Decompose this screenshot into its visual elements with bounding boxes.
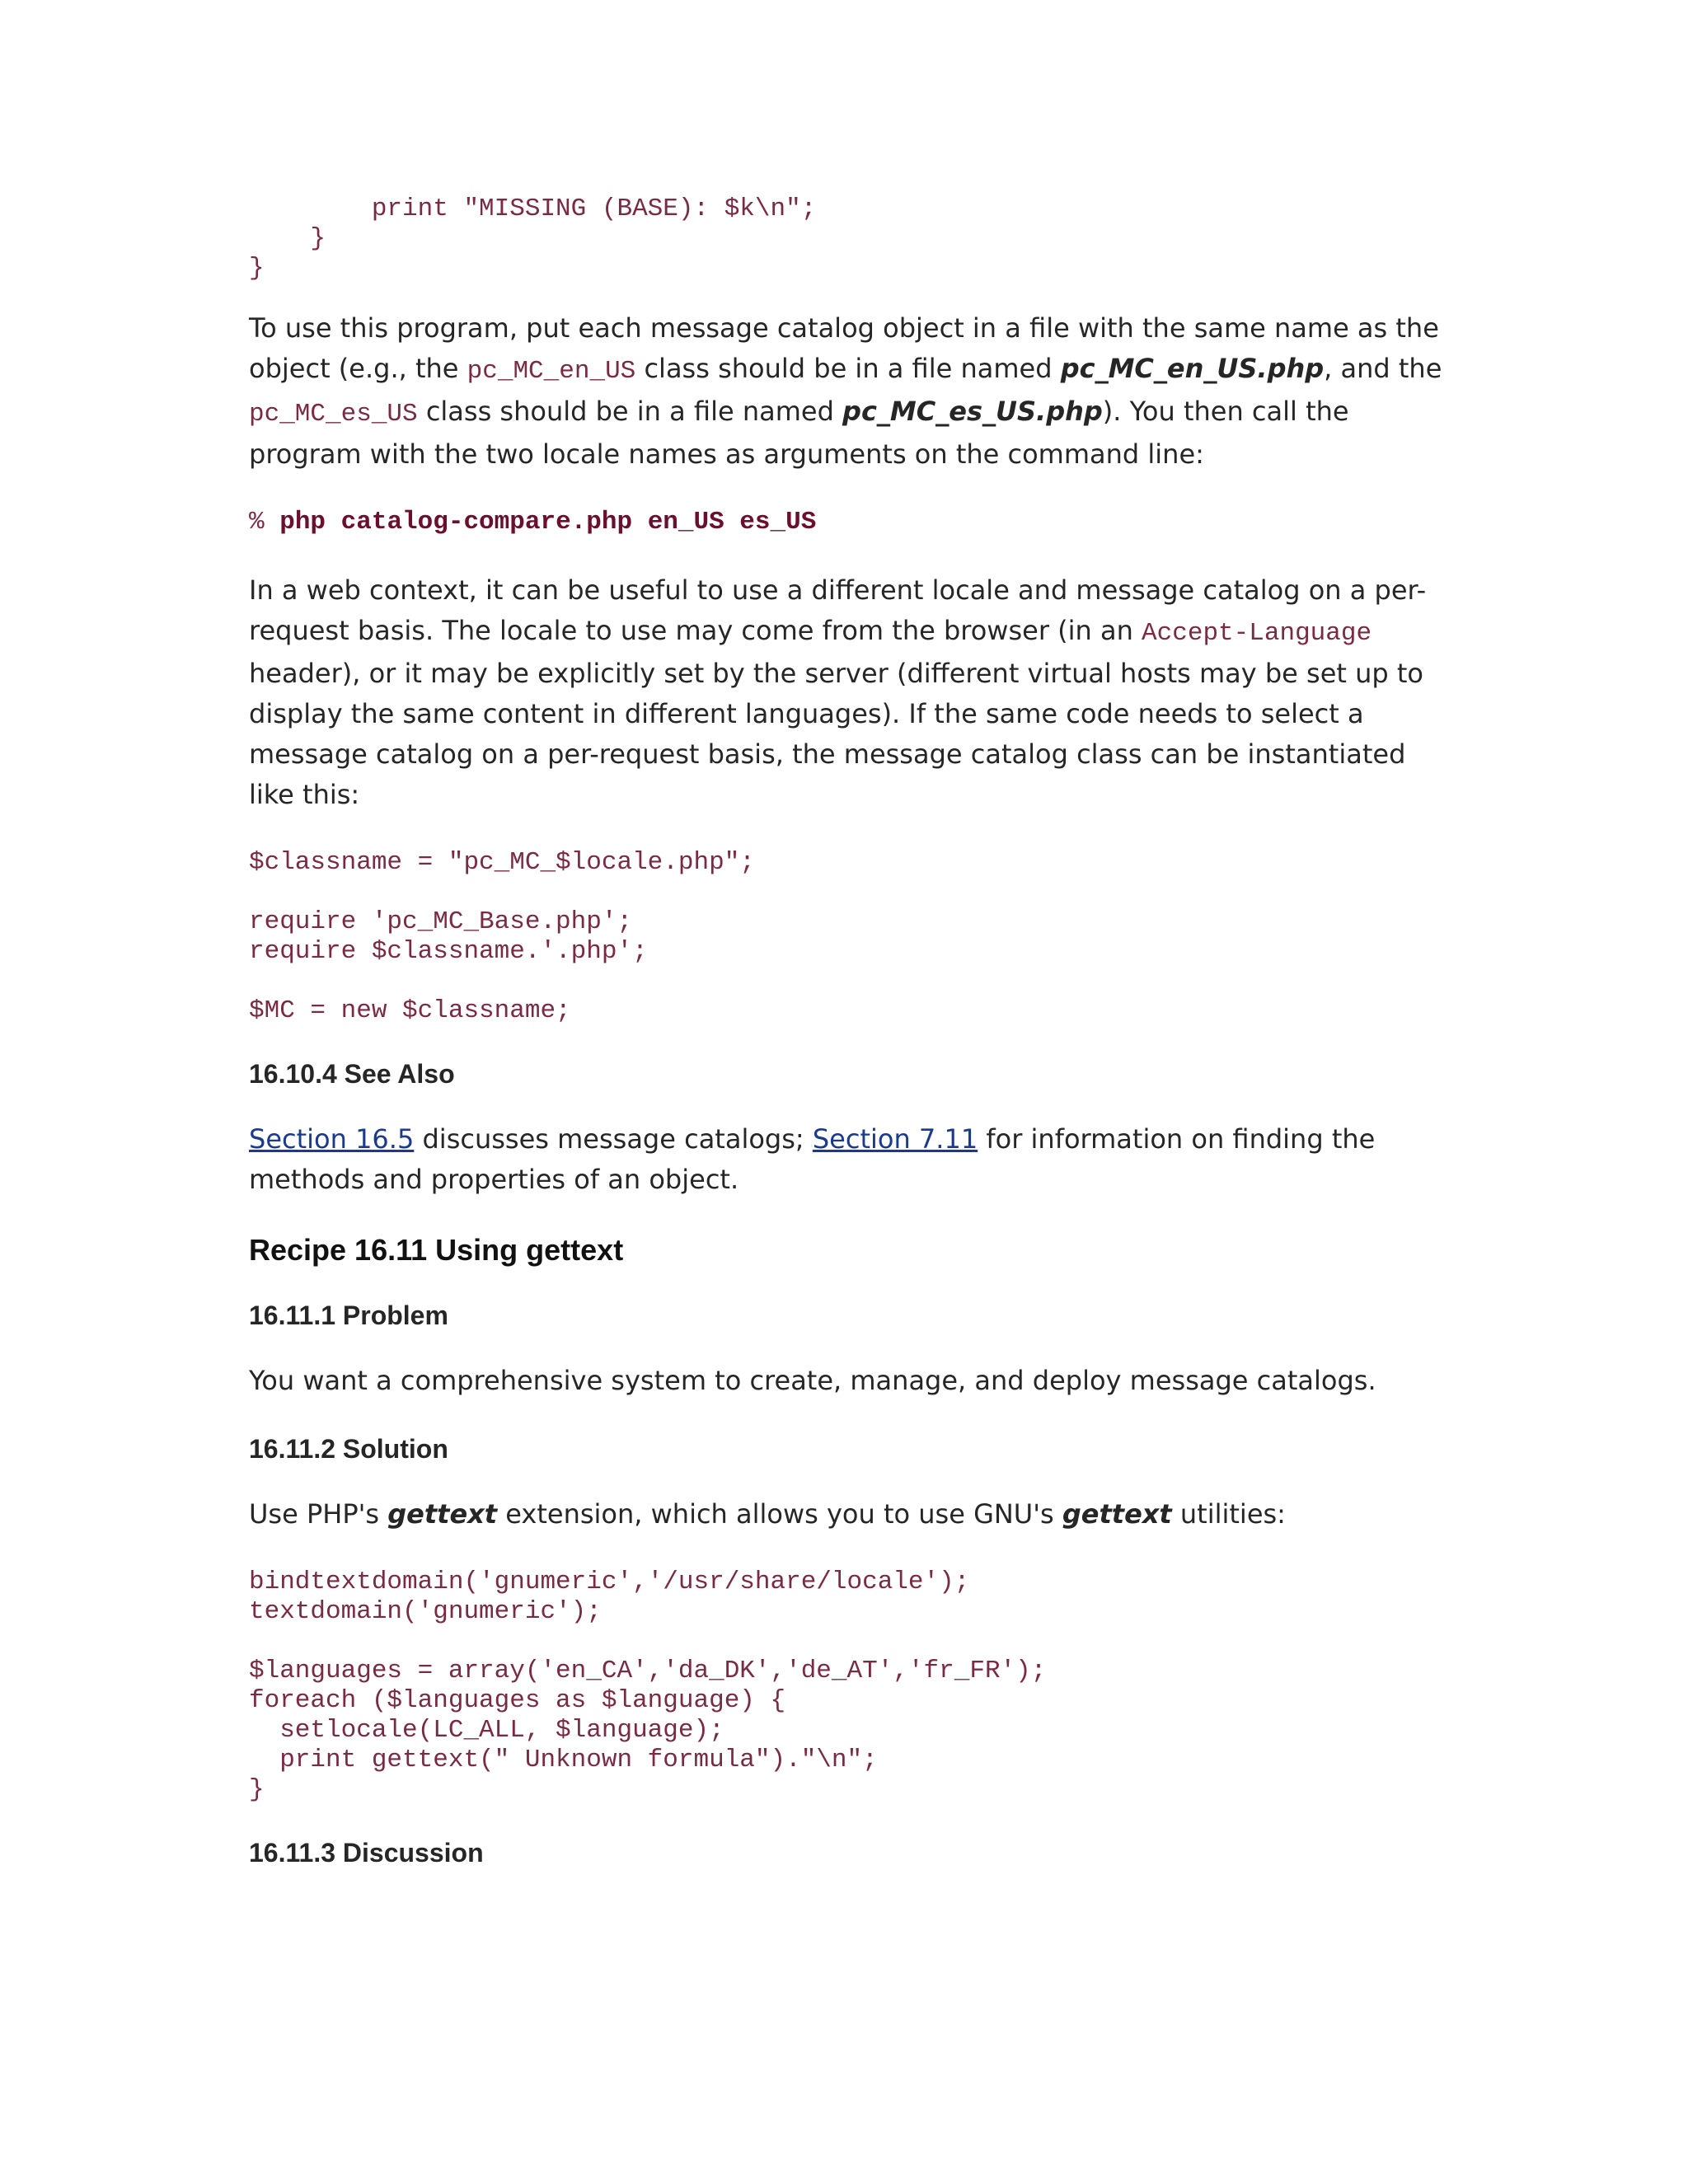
text-run: class should be in a file named	[417, 396, 843, 427]
heading-solution: 16.11.2 Solution	[249, 1434, 448, 1464]
text-run: for information on finding the methods and properties of an object.	[249, 1123, 1376, 1195]
link-section-7-11[interactable]: Section 7.11	[812, 1123, 978, 1155]
paragraph-usage	[249, 308, 1452, 475]
heading-problem: 16.11.1 Problem	[249, 1301, 448, 1330]
heading-see-also: 16.10.4 See Also	[249, 1059, 455, 1089]
code-line: }	[249, 224, 326, 253]
heading-discussion: 16.11.3 Discussion	[249, 1838, 484, 1868]
code-line: print "MISSING (BASE): $k\n";	[249, 194, 817, 223]
code-block-classname: $classname = "pc_MC_$locale.php";	[249, 848, 755, 877]
shell-prompt: %	[249, 508, 280, 537]
text-run: utilities:	[1171, 1498, 1286, 1530]
filename-en-us: pc_MC_en_US.php	[1060, 353, 1325, 384]
code-block-languages: $languages = array('en_CA','da_DK','de_AT','fr_FR'); foreach ($languages as $language) { setlocale(LC_ALL, $language); print gettext(" Unknown formula")."\n"; }	[249, 1657, 1047, 1804]
text-run: header), or it may be explicitly set by the server (different virtual hosts may be set up to display the same content in different languages). If the same code needs to select a message catalog on a per-request basis, the message catalog class can be instantiated like this:	[249, 658, 1423, 810]
inline-code-en-us: pc_MC_en_US	[467, 357, 636, 386]
text-run: class should be in a file named	[635, 353, 1061, 384]
code-block-textdomain: bindtextdomain('gnumeric','/usr/share/locale'); textdomain('gnumeric');	[249, 1568, 970, 1626]
link-section-16-5[interactable]: Section 16.5	[249, 1123, 415, 1155]
filename-es-us: pc_MC_es_US.php	[842, 396, 1103, 427]
text-run: In a web context, it can be useful to use a different locale and message catalog on a per-request basis. The locale to use may come from the browser (in an	[249, 574, 1427, 646]
command-text: php catalog-compare.php en_US es_US	[279, 508, 817, 537]
paragraph-problem: You want a comprehensive system to create, manage, and deploy message catalogs.	[249, 1365, 1376, 1396]
paragraph-web-context	[249, 570, 1452, 815]
paragraph-see-also	[249, 1119, 1452, 1200]
text-run: discusses message catalogs;	[414, 1123, 813, 1155]
heading-recipe-16-11: Recipe 16.11 Using gettext	[249, 1233, 624, 1267]
code-block-require: require 'pc_MC_Base.php'; require $classname.'.php';	[249, 907, 648, 966]
term-gettext: gettext	[1062, 1498, 1172, 1530]
text-run: To use this program, put each message catalog object in a file with the same name as the object (e.g., the	[249, 312, 1439, 384]
document-page	[249, 194, 1452, 1868]
command-line-example	[249, 508, 1452, 537]
text-run: ). You then call the program with the two locale names as arguments on the command line:	[249, 396, 1349, 470]
inline-code-es-us: pc_MC_es_US	[249, 400, 418, 429]
code-line: }	[249, 254, 265, 283]
text-run: Use PHP's	[249, 1498, 388, 1530]
code-block-new-mc: $MC = new $classname;	[249, 996, 571, 1025]
paragraph-solution	[249, 1494, 1452, 1535]
code-block-missing-base	[249, 194, 1452, 284]
inline-code-accept-language: Accept-Language	[1142, 619, 1372, 648]
text-run: extension, which allows you to use GNU's	[497, 1498, 1062, 1530]
term-gettext: gettext	[387, 1498, 498, 1530]
text-run: , and the	[1324, 353, 1442, 384]
